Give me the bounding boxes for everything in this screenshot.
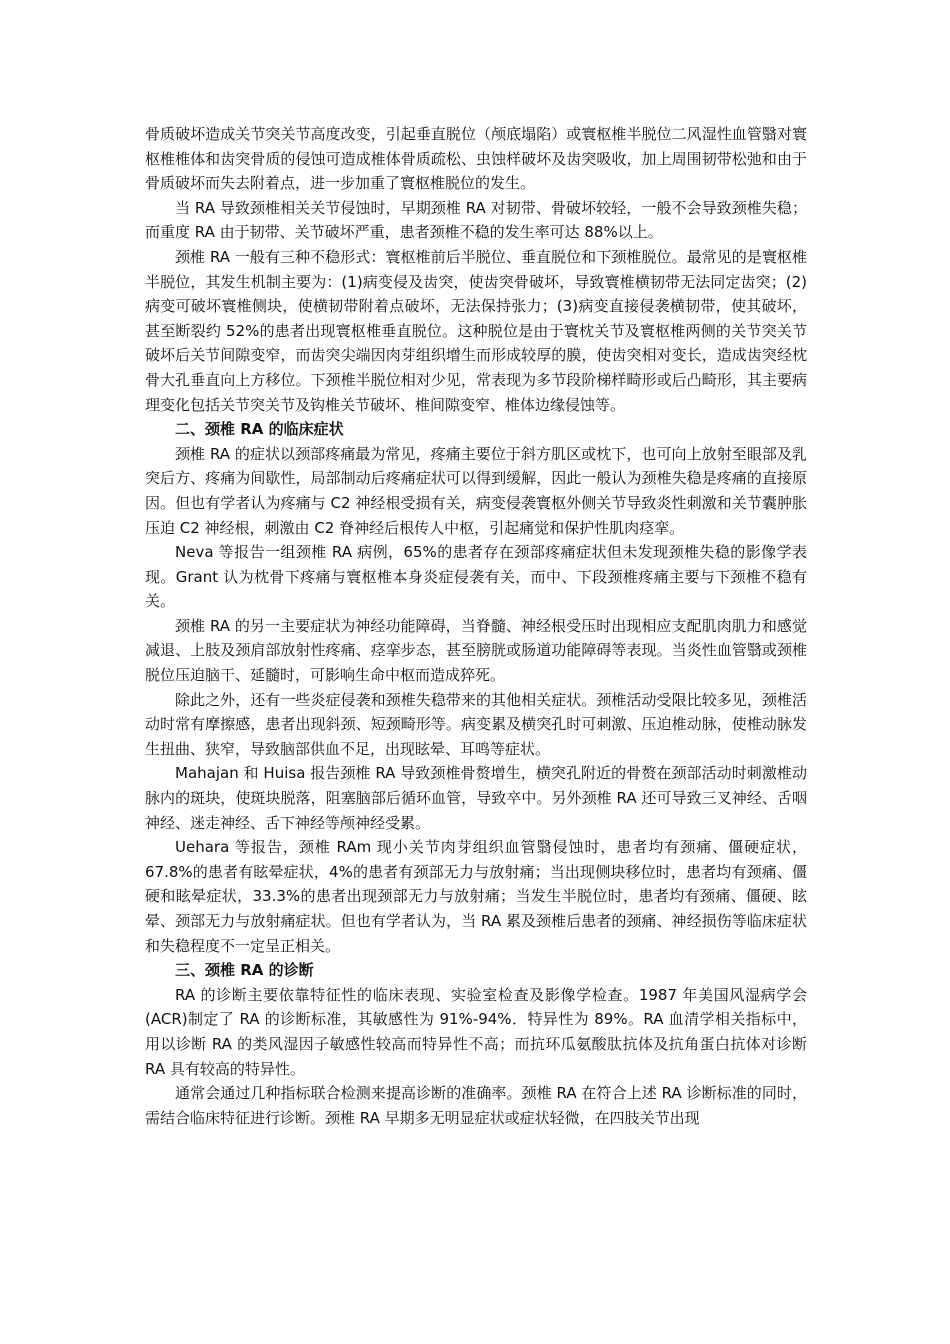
- paragraph: 颈椎 RA 的另一主要症状为神经功能障碍，当脊髓、神经根受压时出现相应支配肌肉肌力和感觉减退、上肢及颈肩部放射性疼痛、痉挛步态，甚至膀胱或肠道功能障碍等表现。当炎性血管翳或颈椎脱位压迫脑干、延髓时，可影响生命中枢而造成猝死。: [145, 616, 807, 685]
- paragraph: Neva 等报告一组颈椎 RA 病例，65%的患者存在颈部疼痛症状但未发现颈椎失稳的影像学表现。Grant 认为枕骨下疼痛与寰枢椎本身炎症侵袭有关，而中、下段颈椎疼痛主要与下颈椎不稳有关。: [145, 543, 807, 611]
- document-body: [145, 122, 807, 1130]
- section-heading-diagnosis: 三、颈椎 RA 的诊断: [175, 961, 314, 980]
- paragraph: 通常会通过几种指标联合检测来提高诊断的准确率。颈椎 RA 在符合上述 RA 诊断标准的同时，需结合临床特征进行诊断。颈椎 RA 早期多无明显症状或症状轻微，在四肢关节出现: [145, 1084, 807, 1127]
- paragraph: Mahajan 和 Huisa 报告颈椎 RA 导致颈椎骨赘增生，横突孔附近的骨赘在颈部活动时刺激椎动脉内的斑块，使斑块脱落，阻塞脑部后循环血管，导致卒中。另外颈椎 RA 还可导致三叉神经、舌咽神经、迷走神经、舌下神经等颅神经受累。: [145, 764, 807, 832]
- paragraph: 除此之外，还有一些炎症侵袭和颈椎失稳带来的其他相关症状。颈椎活动受限比较多见，颈椎活动时常有摩擦感，患者出现斜颈、短颈畸形等。病变累及横突孔时可刺激、压迫椎动脉，使椎动脉发生扭曲、狭窄，导致脑部供血不足，出现眩晕、耳鸣等症状。: [145, 690, 807, 758]
- paragraph: 颈椎 RA 一般有三种不稳形式：寰枢椎前后半脱位、垂直脱位和下颈椎脱位。最常见的是寰枢椎半脱位，其发生机制主要为：(1)病变侵及齿突，使齿突骨破坏，导致寰椎横韧带无法同定齿突；(2)病变可破坏寰椎侧块，使横韧带附着点破坏，无法保持张力；(3)病变直接侵袭横韧带，使其破坏，甚至断裂约 52%的患者出现寰枢椎垂直脱位。这种脱位是由于寰枕关节及寰枢椎两侧的关节突关节破坏后关节间隙变窄，而齿突尖端因肉芽组织增生而形成较厚的膜，使齿突相对变长，造成齿突经枕骨大孔垂直向上方移位。下颈椎半脱位相对少见，常表现为多节段阶梯样畸形或后凸畸形，其主要病理变化包括关节突关节及钩椎关节破坏、椎间隙变窄、椎体边缘侵蚀等。: [145, 247, 807, 414]
- paragraph: Uehara 等报告，颈椎 RAm 现小关节肉芽组织血管翳侵蚀时，患者均有颈痛、僵硬症状，67.8%的患者有眩晕症状，4%的患者有颈部无力与放射痛；当出现侧块移位时，患者均有颈痛、僵硬和眩晕症状，33.3%的患者出现颈部无力与放射痛；当发生半脱位时，患者均有颈痛、僵硬、眩晕、颈部无力与放射痛症状。但也有学者认为，当 RA 累及颈椎后患者的颈痛、神经损伤等临床症状和失稳程度不一定呈正相关。: [145, 838, 807, 955]
- section-heading-clinical-symptoms: 二、颈椎 RA 的临床症状: [175, 420, 344, 439]
- paragraph: RA 的诊断主要依靠特征性的临床表现、实验室检查及影像学检查。1987 年美国风湿病学会(ACR)制定了 RA 的诊断标准，其敏感性为 91%-94%．特异性为 89%。RA 血清学相关指标中，用以诊断 RA 的类风湿因子敏感性较高而特异性不高；而抗环瓜氨酸肽抗体及抗角蛋白抗体对诊断 RA 具有较高的特异性。: [145, 985, 807, 1078]
- paragraph: 颈椎 RA 的症状以颈部疼痛最为常见，疼痛主要位于斜方肌区或枕下，也可向上放射至眼部及乳突后方、疼痛为间歇性，局部制动后疼痛症状可以得到缓解，因此一般认为颈椎失稳是疼痛的直接原因。但也有学者认为疼痛与 C2 神经根受损有关，病变侵袭寰枢外侧关节导致炎性刺激和关节囊肿胀压迫 C2 神经根，刺激由 C2 脊神经后根传人中枢，引起痛觉和保护性肌肉痉挛。: [145, 444, 807, 537]
- paragraph-continuation: 骨质破坏造成关节突关节高度改变，引起垂直脱位（颅底塌陷）或寰枢椎半脱位二风湿性血管翳对寰枢椎椎体和齿突骨质的侵蚀可造成椎体骨质疏松、虫蚀样破坏及齿突吸收，加上周围韧带松弛和由于骨质破坏而失去附着点，进一步加重了寰枢椎脱位的发生。: [145, 125, 807, 193]
- paragraph: 当 RA 导致颈椎相关关节侵蚀时，早期颈椎 RA 对韧带、骨破坏较轻，一般不会导致颈椎失稳；而重度 RA 由于韧带、关节破坏严重，患者颈椎不稳的发生率可达 88%以上。: [145, 198, 807, 242]
